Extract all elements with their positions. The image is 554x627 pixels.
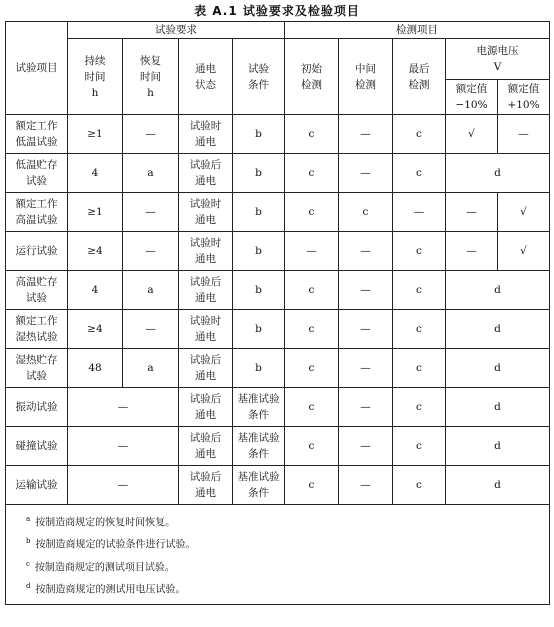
rated-plus-cell: √ <box>498 193 550 232</box>
test-condition-cell: b <box>233 193 285 232</box>
supply-voltage-cell: d <box>446 427 550 466</box>
table-row <box>6 427 550 466</box>
power-state-cell: 试验时 通电 <box>179 310 233 349</box>
final-check-cell: c <box>393 271 446 310</box>
header-test-condition: 试验 条件 <box>233 39 285 115</box>
table-row <box>6 193 550 232</box>
test-item-cell: 额定工作 高温试验 <box>6 193 68 232</box>
recovery-cell: a <box>123 154 179 193</box>
rated-minus-cell: √ <box>446 115 498 154</box>
power-state-cell: 试验后 通电 <box>179 271 233 310</box>
note-d: $^d$ 按制造商规定的测试用电压试验。 <box>26 581 186 596</box>
supply-voltage-cell: d <box>446 154 550 193</box>
test-condition-cell: b <box>233 349 285 388</box>
test-item-cell: 额定工作 湿热试验 <box>6 310 68 349</box>
initial-check-cell: c <box>285 466 339 505</box>
power-state-cell: 试验后 通电 <box>179 466 233 505</box>
test-condition-cell: b <box>233 154 285 193</box>
table-row <box>6 349 550 388</box>
requirement-merged-cell: — <box>68 388 179 427</box>
final-check-cell: c <box>393 115 446 154</box>
power-state-cell: 试验时 通电 <box>179 115 233 154</box>
duration-cell: 4 <box>68 271 123 310</box>
duration-cell: ≥4 <box>68 310 123 349</box>
header-test-requirements: 试验要求 <box>68 22 285 39</box>
recovery-cell: a <box>123 349 179 388</box>
header-intermediate: 中间 检测 <box>339 39 393 115</box>
power-state-cell: 试验后 通电 <box>179 154 233 193</box>
duration-cell: 48 <box>68 349 123 388</box>
intermediate-check-cell: — <box>339 115 393 154</box>
recovery-cell: — <box>123 115 179 154</box>
table-row <box>6 310 550 349</box>
final-check-cell: c <box>393 349 446 388</box>
test-item-cell: 运输试验 <box>6 466 68 505</box>
initial-check-cell: c <box>285 349 339 388</box>
test-condition-cell: b <box>233 115 285 154</box>
header-inspection-items: 检测项目 <box>285 22 550 39</box>
test-requirements-table <box>5 21 550 605</box>
table-body <box>6 115 550 505</box>
final-check-cell: c <box>393 310 446 349</box>
header-power-state: 通电 状态 <box>179 39 233 115</box>
supply-voltage-cell: d <box>446 388 550 427</box>
intermediate-check-cell: — <box>339 349 393 388</box>
test-condition-cell: 基准试验 条件 <box>233 427 285 466</box>
final-check-cell: c <box>393 388 446 427</box>
notes-cell <box>6 505 550 605</box>
intermediate-check-cell: — <box>339 388 393 427</box>
recovery-cell: — <box>123 310 179 349</box>
supply-voltage-cell: d <box>446 310 550 349</box>
table-row <box>6 466 550 505</box>
rated-minus-cell: — <box>446 232 498 271</box>
intermediate-check-cell: c <box>339 193 393 232</box>
requirement-merged-cell: — <box>68 466 179 505</box>
duration-cell: ≥1 <box>68 115 123 154</box>
final-check-cell: — <box>393 193 446 232</box>
initial-check-cell: — <box>285 232 339 271</box>
supply-voltage-cell: d <box>446 271 550 310</box>
duration-cell: 4 <box>68 154 123 193</box>
duration-cell: ≥4 <box>68 232 123 271</box>
table-row <box>6 115 550 154</box>
test-condition-cell: b <box>233 310 285 349</box>
requirement-merged-cell: — <box>68 427 179 466</box>
test-item-cell: 低温贮存 试验 <box>6 154 68 193</box>
recovery-cell: — <box>123 232 179 271</box>
table-header <box>6 22 550 115</box>
table-row <box>6 232 550 271</box>
table-notes <box>6 505 550 605</box>
header-duration: 持续 时间 h <box>68 39 123 115</box>
initial-check-cell: c <box>285 388 339 427</box>
test-condition-cell: 基准试验 条件 <box>233 388 285 427</box>
final-check-cell: c <box>393 232 446 271</box>
supply-voltage-cell: d <box>446 466 550 505</box>
test-condition-cell: b <box>233 271 285 310</box>
table-caption: 表 A.1 试验要求及检验项目 <box>194 4 360 18</box>
test-item-cell: 湿热贮存 试验 <box>6 349 68 388</box>
recovery-cell: — <box>123 193 179 232</box>
header-rated-plus: 额定值 +10% <box>498 80 550 115</box>
header-final: 最后 检测 <box>393 39 446 115</box>
initial-check-cell: c <box>285 154 339 193</box>
initial-check-cell: c <box>285 427 339 466</box>
header-test-item: 试验项目 <box>6 22 68 115</box>
rated-plus-cell: — <box>498 115 550 154</box>
table-row <box>6 154 550 193</box>
note-c: $^c$ 按制造商规定的测试项目试验。 <box>26 559 175 573</box>
table-row <box>6 271 550 310</box>
recovery-cell: a <box>123 271 179 310</box>
intermediate-check-cell: — <box>339 427 393 466</box>
test-item-cell: 运行试验 <box>6 232 68 271</box>
header-supply-voltage: 电源电压 V <box>446 39 550 80</box>
note-b: $^b$ 按制造商规定的试验条件进行试验。 <box>26 537 196 551</box>
test-item-cell: 振动试验 <box>6 388 68 427</box>
intermediate-check-cell: — <box>339 154 393 193</box>
test-item-cell: 高温贮存 试验 <box>6 271 68 310</box>
initial-check-cell: c <box>285 310 339 349</box>
note-a: $^a$ 按制造商规定的恢复时间恢复。 <box>26 515 176 529</box>
header-recovery: 恢复 时间 h <box>123 39 179 115</box>
final-check-cell: c <box>393 154 446 193</box>
intermediate-check-cell: — <box>339 271 393 310</box>
power-state-cell: 试验后 通电 <box>179 349 233 388</box>
duration-cell: ≥1 <box>68 193 123 232</box>
intermediate-check-cell: — <box>339 466 393 505</box>
initial-check-cell: c <box>285 115 339 154</box>
power-state-cell: 试验时 通电 <box>179 232 233 271</box>
test-condition-cell: 基准试验 条件 <box>233 466 285 505</box>
final-check-cell: c <box>393 427 446 466</box>
power-state-cell: 试验后 通电 <box>179 388 233 427</box>
rated-plus-cell: √ <box>498 232 550 271</box>
intermediate-check-cell: — <box>339 232 393 271</box>
intermediate-check-cell: — <box>339 310 393 349</box>
header-rated-minus: 额定值 −10% <box>446 80 498 115</box>
power-state-cell: 试验时 通电 <box>179 193 233 232</box>
test-condition-cell: b <box>233 232 285 271</box>
test-item-cell: 碰撞试验 <box>6 427 68 466</box>
header-initial: 初始 检测 <box>285 39 339 115</box>
test-item-cell: 额定工作 低温试验 <box>6 115 68 154</box>
power-state-cell: 试验后 通电 <box>179 427 233 466</box>
supply-voltage-cell: d <box>446 349 550 388</box>
rated-minus-cell: — <box>446 193 498 232</box>
initial-check-cell: c <box>285 193 339 232</box>
initial-check-cell: c <box>285 271 339 310</box>
final-check-cell: c <box>393 466 446 505</box>
table-row <box>6 388 550 427</box>
